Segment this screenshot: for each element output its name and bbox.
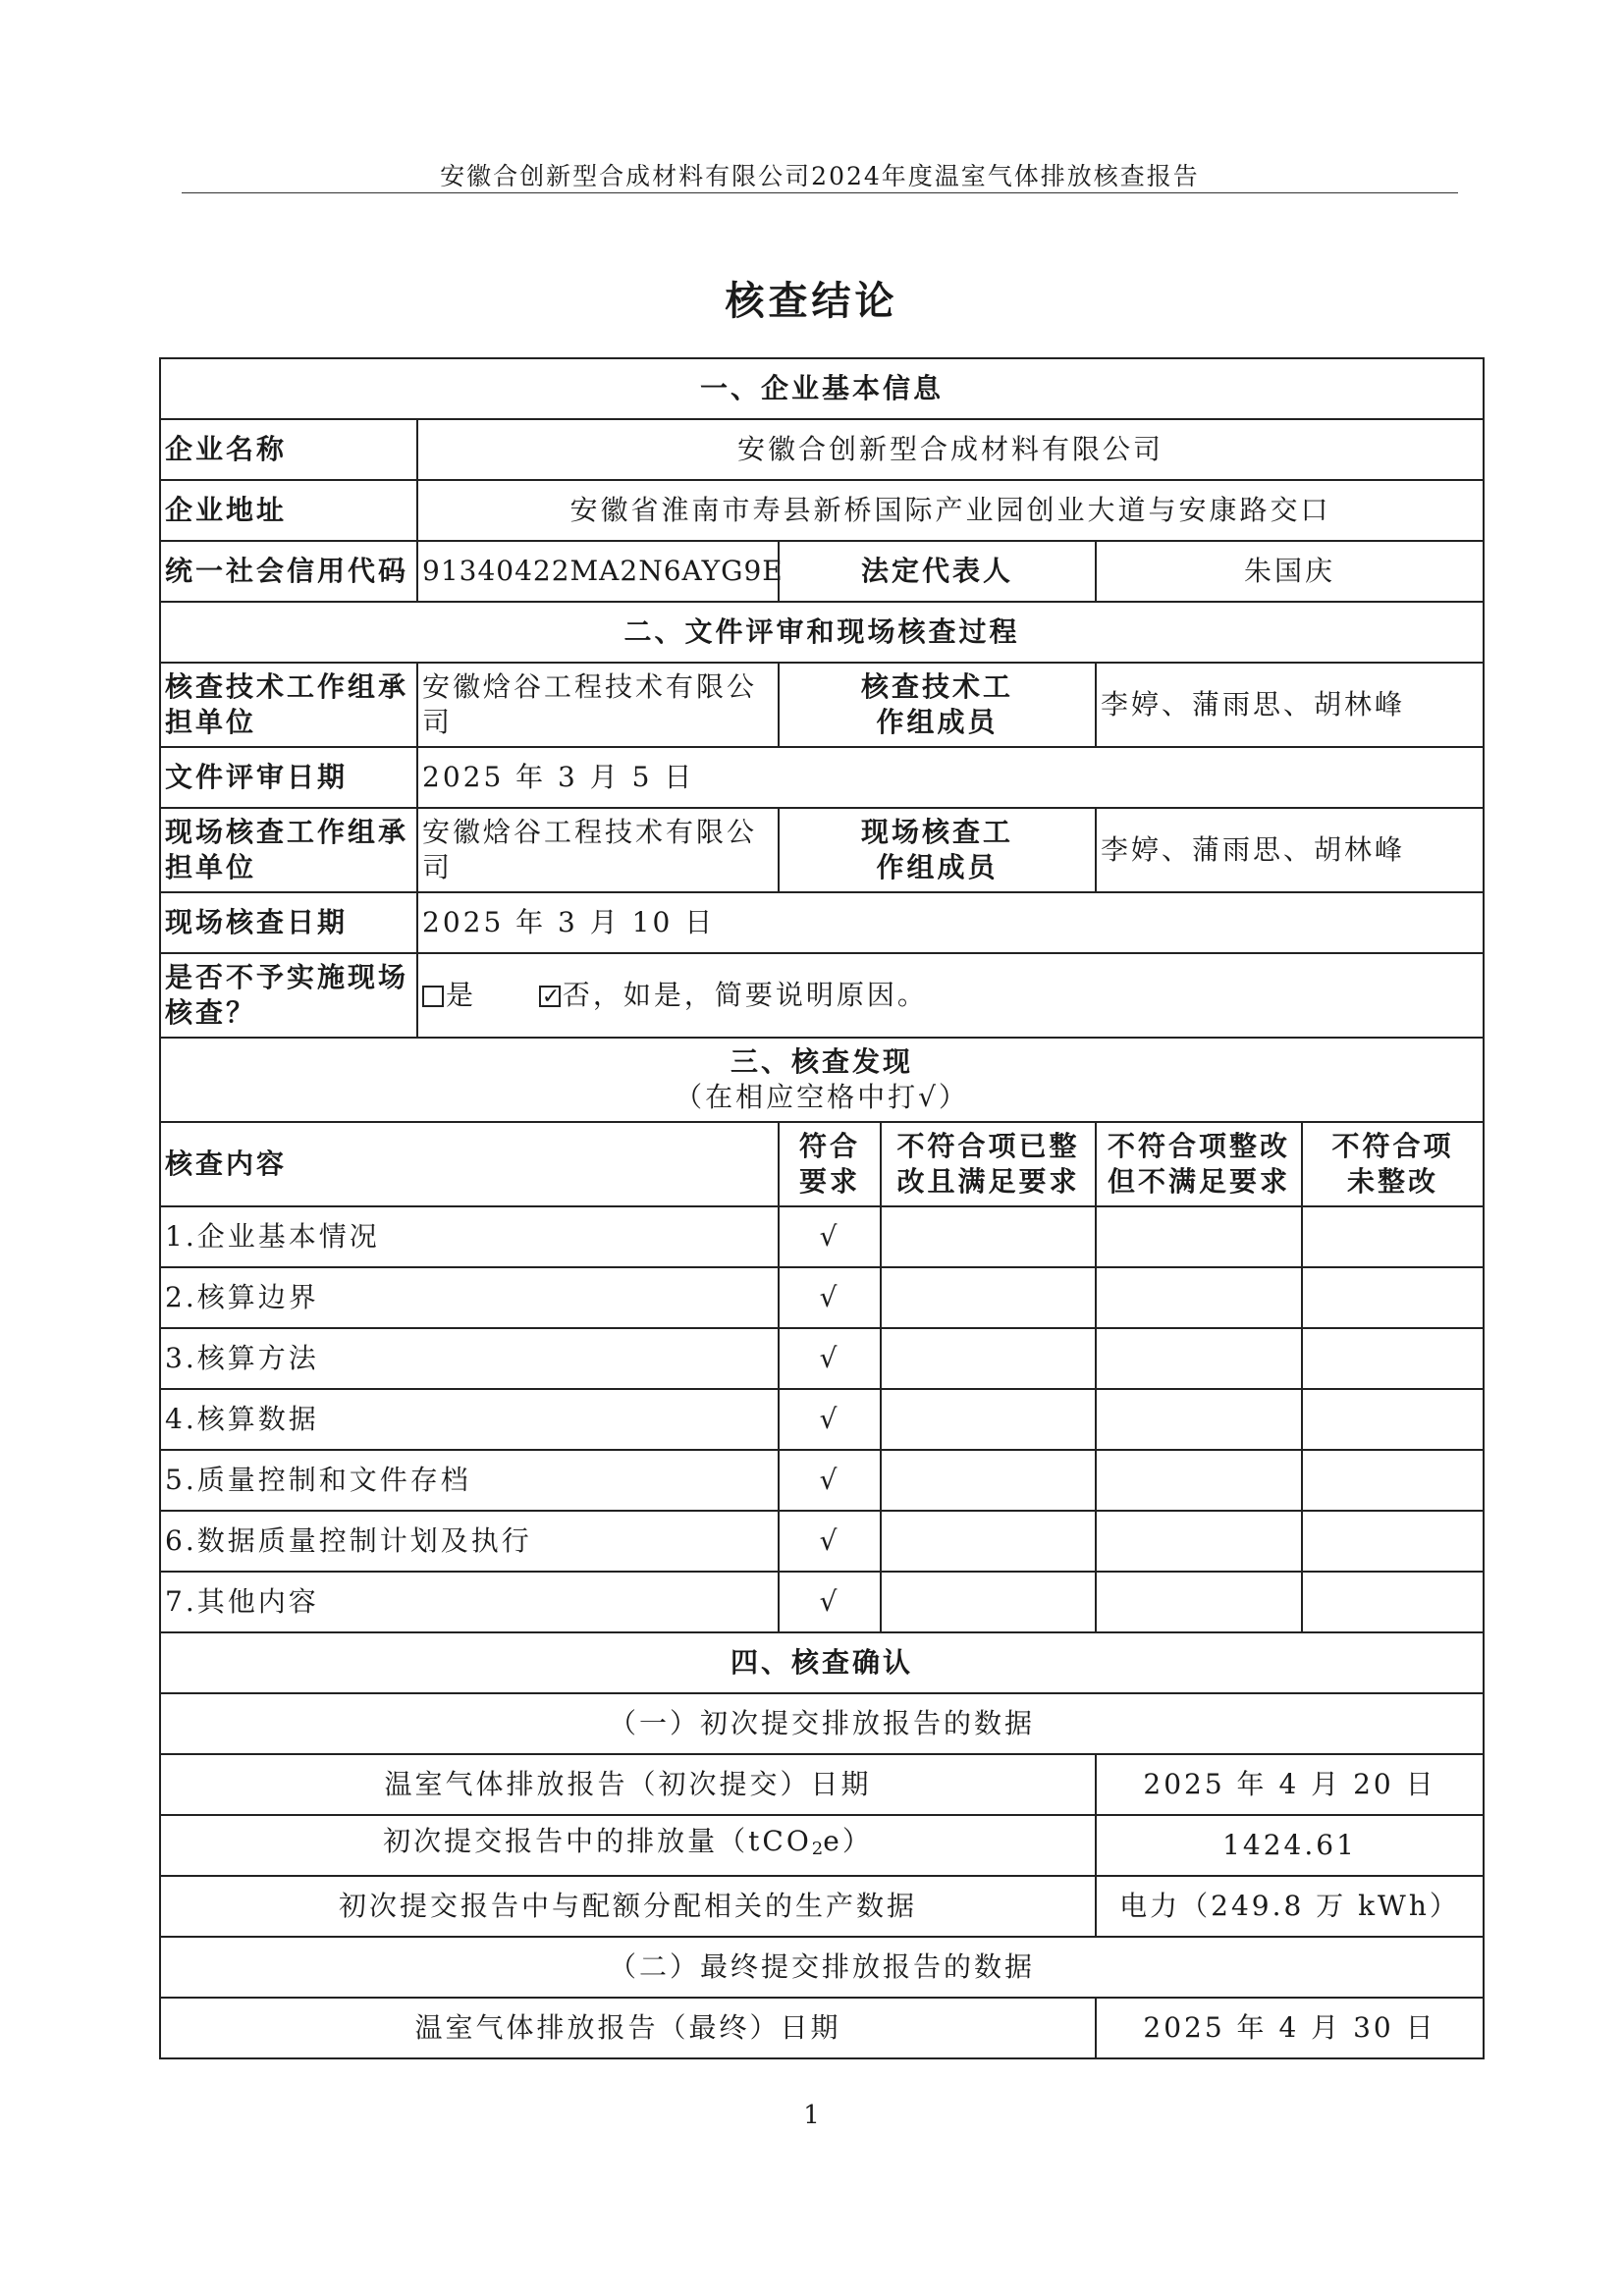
finding-unfixed xyxy=(1302,1572,1484,1632)
sec4-heading-row xyxy=(160,1632,1484,1693)
finding-label: 6.数据质量控制计划及执行 xyxy=(160,1511,779,1572)
doc-date-row xyxy=(160,747,1484,808)
checkbox-yes-icon xyxy=(422,986,444,1007)
credit-code-value: 91340422MA2N6AYG9E xyxy=(417,541,779,602)
table-row xyxy=(160,1450,1484,1511)
header-rule xyxy=(182,192,1458,193)
col-content-header: 核查内容 xyxy=(160,1122,779,1206)
sec1-heading-row xyxy=(160,358,1484,419)
finding-fixed xyxy=(881,1267,1096,1328)
finding-unfixed xyxy=(1302,1267,1484,1328)
tech-unit-row xyxy=(160,663,1484,747)
finding-fixed-not xyxy=(1096,1267,1302,1328)
initial-date-row xyxy=(160,1754,1484,1815)
finding-unfixed xyxy=(1302,1450,1484,1511)
table-row xyxy=(160,1572,1484,1632)
skip-no-label: 否，如是，简要说明原因。 xyxy=(562,979,928,1011)
sec2-heading-row xyxy=(160,602,1484,663)
finding-fixed-not xyxy=(1096,1450,1302,1511)
skip-yes-label: 是 xyxy=(446,979,477,1011)
final-date-label: 温室气体排放报告（最终）日期 xyxy=(160,1998,1096,2058)
finding-fixed xyxy=(881,1450,1096,1511)
company-address-row xyxy=(160,480,1484,541)
finding-fixed xyxy=(881,1328,1096,1389)
initial-emission-value: 1424.61 xyxy=(1096,1815,1484,1876)
col-fixed-header: 不符合项已整改且满足要求 xyxy=(881,1122,1096,1206)
part1-heading: （一）初次提交排放报告的数据 xyxy=(160,1693,1484,1754)
checkbox-no-checked-icon xyxy=(539,986,561,1007)
finding-fixed-not xyxy=(1096,1206,1302,1267)
final-date-value: 2025 年 4 月 30 日 xyxy=(1096,1998,1484,2058)
initial-date-label: 温室气体排放报告（初次提交）日期 xyxy=(160,1754,1096,1815)
skip-site-row xyxy=(160,953,1484,1038)
site-date-value: 2025 年 3 月 10 日 xyxy=(417,892,1484,953)
skip-site-label: 是否不予实施现场核查？ xyxy=(160,953,417,1038)
finding-label: 4.核算数据 xyxy=(160,1389,779,1450)
finding-unfixed xyxy=(1302,1511,1484,1572)
findings-header-row xyxy=(160,1122,1484,1206)
doc-date-value: 2025 年 3 月 5 日 xyxy=(417,747,1484,808)
sec3-subheading: （在相应空格中打√） xyxy=(675,1081,969,1113)
final-date-row xyxy=(160,1998,1484,2058)
page-header: 安徽合创新型合成材料有限公司2024年度温室气体排放核查报告 xyxy=(440,162,1200,190)
company-name-label: 企业名称 xyxy=(160,419,417,480)
finding-fixed-not xyxy=(1096,1389,1302,1450)
table-row xyxy=(160,1511,1484,1572)
finding-unfixed xyxy=(1302,1328,1484,1389)
legal-rep-label: 法定代表人 xyxy=(779,541,1096,602)
finding-label: 2.核算边界 xyxy=(160,1267,779,1328)
finding-fixed xyxy=(881,1572,1096,1632)
initial-emission-label: 初次提交报告中的排放量（tCO$_2$e） xyxy=(160,1815,1096,1876)
table-row xyxy=(160,1206,1484,1267)
finding-conform: √ xyxy=(779,1206,881,1267)
legal-rep-value: 朱国庆 xyxy=(1096,541,1484,602)
company-name-row xyxy=(160,419,1484,480)
company-address-label: 企业地址 xyxy=(160,480,417,541)
col-conform-header: 符合要求 xyxy=(779,1122,881,1206)
finding-conform: √ xyxy=(779,1328,881,1389)
finding-label: 3.核算方法 xyxy=(160,1328,779,1389)
part2-heading: （二）最终提交排放报告的数据 xyxy=(160,1937,1484,1998)
sec4-heading: 四、核查确认 xyxy=(160,1632,1484,1693)
credit-code-row xyxy=(160,541,1484,602)
table-row xyxy=(160,1328,1484,1389)
finding-fixed-not xyxy=(1096,1511,1302,1572)
finding-label: 1.企业基本情况 xyxy=(160,1206,779,1267)
table-row xyxy=(160,1267,1484,1328)
finding-fixed-not xyxy=(1096,1328,1302,1389)
sec1-heading: 一、企业基本信息 xyxy=(160,358,1484,419)
initial-emission-row xyxy=(160,1815,1484,1876)
part2-heading-row xyxy=(160,1937,1484,1998)
doc-date-label: 文件评审日期 xyxy=(160,747,417,808)
sec2-heading: 二、文件评审和现场核查过程 xyxy=(160,602,1484,663)
finding-conform: √ xyxy=(779,1267,881,1328)
initial-date-value: 2025 年 4 月 20 日 xyxy=(1096,1754,1484,1815)
company-address-value: 安徽省淮南市寿县新桥国际产业园创业大道与安康路交口 xyxy=(417,480,1484,541)
site-unit-label: 现场核查工作组承担单位 xyxy=(160,808,417,892)
finding-conform: √ xyxy=(779,1572,881,1632)
part1-heading-row xyxy=(160,1693,1484,1754)
finding-conform: √ xyxy=(779,1389,881,1450)
company-name-value: 安徽合创新型合成材料有限公司 xyxy=(417,419,1484,480)
site-members-value: 李婷、蒲雨思、胡林峰 xyxy=(1096,808,1484,892)
site-date-row xyxy=(160,892,1484,953)
sec3-heading-row xyxy=(160,1038,1484,1122)
site-unit-value: 安徽焓谷工程技术有限公司 xyxy=(417,808,779,892)
tech-members-value: 李婷、蒲雨思、胡林峰 xyxy=(1096,663,1484,747)
initial-production-label: 初次提交报告中与配额分配相关的生产数据 xyxy=(160,1876,1096,1937)
site-unit-row xyxy=(160,808,1484,892)
credit-code-label: 统一社会信用代码 xyxy=(160,541,417,602)
initial-production-value: 电力（249.8 万 kWh） xyxy=(1096,1876,1484,1937)
finding-unfixed xyxy=(1302,1389,1484,1450)
table-row xyxy=(160,1389,1484,1450)
site-date-label: 现场核查日期 xyxy=(160,892,417,953)
skip-site-options xyxy=(417,953,1484,1038)
finding-fixed-not xyxy=(1096,1572,1302,1632)
col-unfixed-header: 不符合项未整改 xyxy=(1302,1122,1484,1206)
tech-unit-label: 核查技术工作组承担单位 xyxy=(160,663,417,747)
conclusion-table xyxy=(159,357,1485,2059)
sec3-heading: 三、核查发现 xyxy=(730,1045,914,1078)
finding-fixed xyxy=(881,1389,1096,1450)
finding-label: 7.其他内容 xyxy=(160,1572,779,1632)
finding-unfixed xyxy=(1302,1206,1484,1267)
initial-production-row xyxy=(160,1876,1484,1937)
site-members-label: 现场核查工作组成员 xyxy=(779,808,1096,892)
tech-unit-value: 安徽焓谷工程技术有限公司 xyxy=(417,663,779,747)
page-title: 核查结论 xyxy=(725,279,898,324)
finding-fixed xyxy=(881,1206,1096,1267)
page-number: 1 xyxy=(803,2101,820,2130)
finding-label: 5.质量控制和文件存档 xyxy=(160,1450,779,1511)
col-fixed-not-header: 不符合项整改但不满足要求 xyxy=(1096,1122,1302,1206)
finding-conform: √ xyxy=(779,1450,881,1511)
finding-conform: √ xyxy=(779,1511,881,1572)
finding-fixed xyxy=(881,1511,1096,1572)
tech-members-label: 核查技术工作组成员 xyxy=(779,663,1096,747)
